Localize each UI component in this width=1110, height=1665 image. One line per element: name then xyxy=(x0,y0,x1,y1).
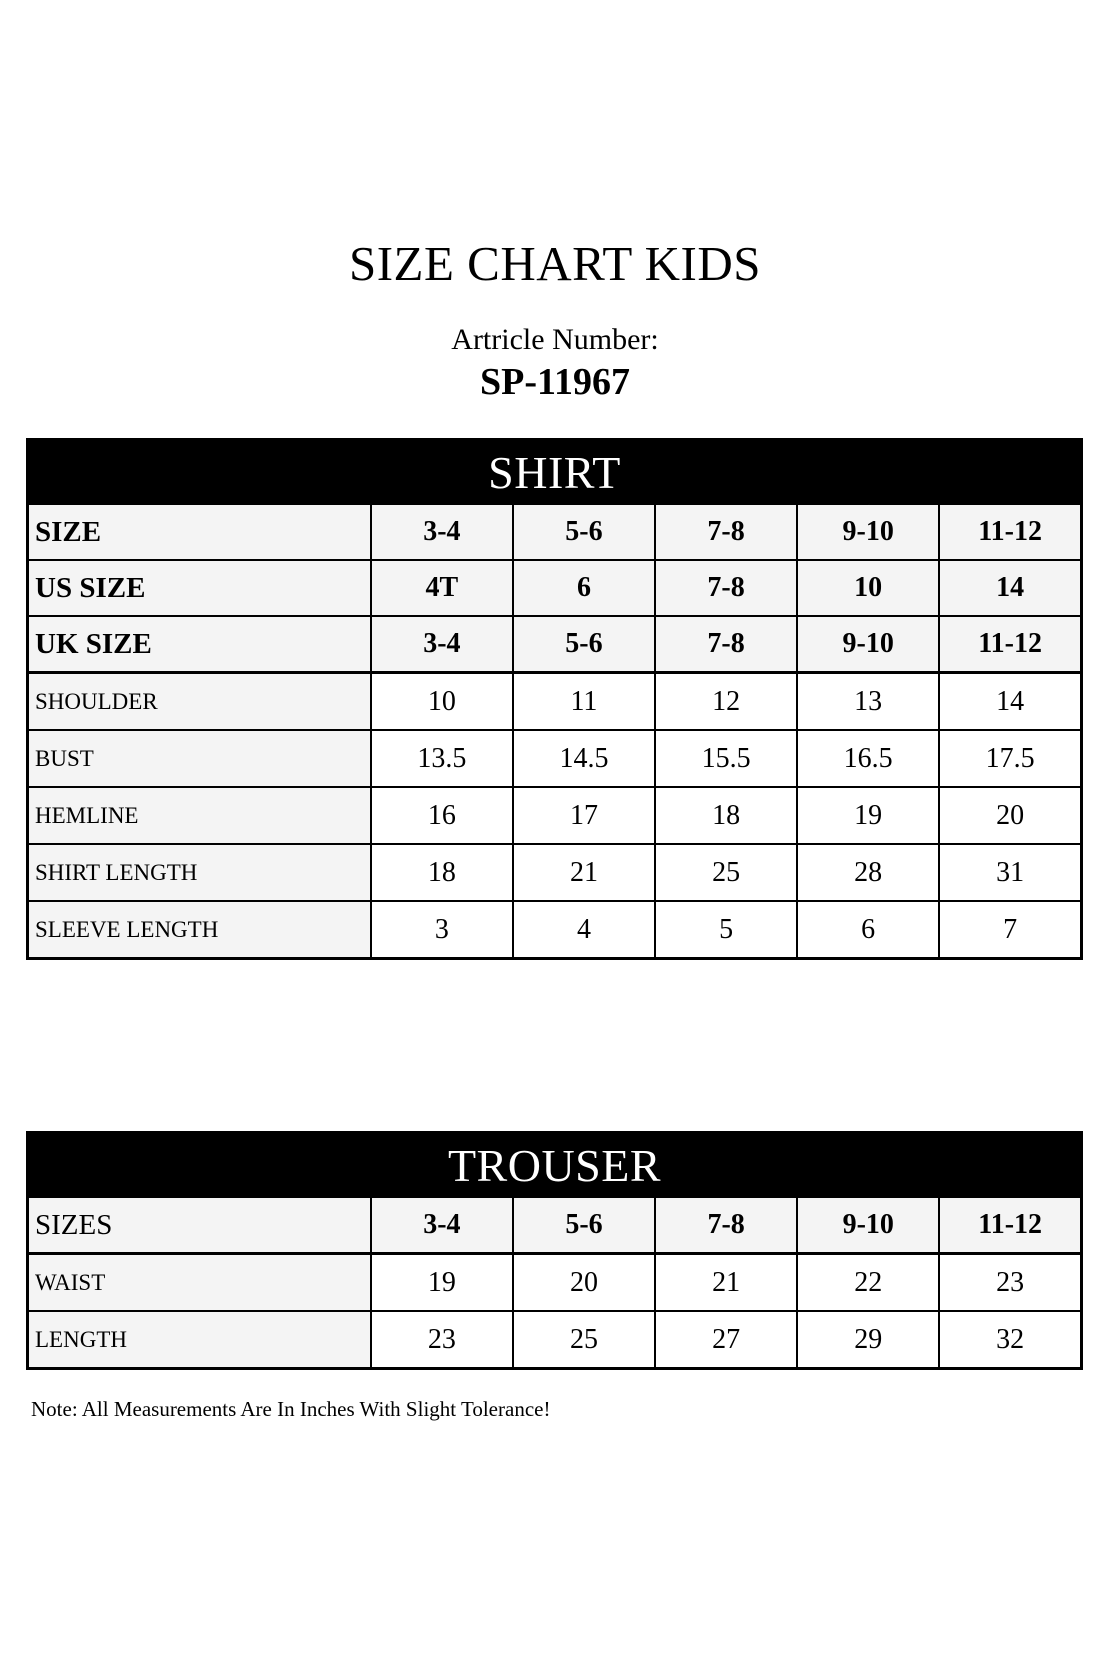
size-cell: 3-4 xyxy=(371,616,513,673)
size-cell: 11-12 xyxy=(939,616,1081,673)
measurement-cell: 19 xyxy=(371,1254,513,1312)
measurement-cell: 22 xyxy=(797,1254,939,1312)
size-cell: 11-12 xyxy=(939,1197,1081,1254)
size-cell: 7-8 xyxy=(655,1197,797,1254)
measurement-cell: 23 xyxy=(371,1311,513,1369)
shirt-row-sleeve-length xyxy=(28,901,1082,959)
measurement-cell: 10 xyxy=(371,673,513,731)
shirt-header-row-uk-size xyxy=(28,616,1082,673)
size-cell: 5-6 xyxy=(513,1197,655,1254)
measurement-cell: 25 xyxy=(513,1311,655,1369)
shirt-size-table xyxy=(26,438,1083,960)
size-cell: 5-6 xyxy=(513,504,655,560)
measurement-cell: 11 xyxy=(513,673,655,731)
article-number-label: Artricle Number: xyxy=(451,323,659,356)
row-label: BUST xyxy=(28,730,371,787)
row-label: UK SIZE xyxy=(28,616,371,673)
measurement-cell: 14.5 xyxy=(513,730,655,787)
row-label: SHIRT LENGTH xyxy=(28,844,371,901)
size-cell: 10 xyxy=(797,560,939,616)
row-label: LENGTH xyxy=(28,1311,371,1369)
trouser-header-row-sizes xyxy=(28,1197,1082,1254)
page-title: SIZE CHART KIDS xyxy=(348,236,761,291)
measurement-cell: 31 xyxy=(939,844,1081,901)
size-cell: 11-12 xyxy=(939,504,1081,560)
shirt-row-shirt-length xyxy=(28,844,1082,901)
measurement-cell: 5 xyxy=(655,901,797,959)
shirt-row-bust xyxy=(28,730,1082,787)
measurement-cell: 17 xyxy=(513,787,655,844)
measurement-cell: 3 xyxy=(371,901,513,959)
trouser-size-table xyxy=(26,1131,1083,1370)
size-cell: 7-8 xyxy=(655,616,797,673)
shirt-table-heading: SHIRT xyxy=(28,440,1082,505)
shirt-row-shoulder xyxy=(28,673,1082,731)
measurement-cell: 27 xyxy=(655,1311,797,1369)
row-label: SHOULDER xyxy=(28,673,371,731)
measurement-cell: 16.5 xyxy=(797,730,939,787)
size-cell: 14 xyxy=(939,560,1081,616)
measurement-note: Note: All Measurements Are In Inches With Slight Tolerance! xyxy=(31,1397,551,1421)
measurement-cell: 25 xyxy=(655,844,797,901)
measurement-cell: 19 xyxy=(797,787,939,844)
size-cell: 7-8 xyxy=(655,560,797,616)
shirt-header-row-us-size xyxy=(28,560,1082,616)
trouser-table-heading: TROUSER xyxy=(28,1133,1082,1198)
measurement-cell: 18 xyxy=(655,787,797,844)
measurement-cell: 17.5 xyxy=(939,730,1081,787)
size-cell: 4T xyxy=(371,560,513,616)
measurement-cell: 29 xyxy=(797,1311,939,1369)
shirt-row-hemline xyxy=(28,787,1082,844)
trouser-row-waist xyxy=(28,1254,1082,1312)
shirt-header-row-size xyxy=(28,504,1082,560)
measurement-cell: 13.5 xyxy=(371,730,513,787)
size-cell: 3-4 xyxy=(371,504,513,560)
size-cell: 5-6 xyxy=(513,616,655,673)
measurement-cell: 15.5 xyxy=(655,730,797,787)
measurement-cell: 14 xyxy=(939,673,1081,731)
measurement-cell: 6 xyxy=(797,901,939,959)
measurement-cell: 20 xyxy=(513,1254,655,1312)
measurement-cell: 21 xyxy=(513,844,655,901)
measurement-cell: 4 xyxy=(513,901,655,959)
measurement-cell: 20 xyxy=(939,787,1081,844)
row-label: WAIST xyxy=(28,1254,371,1312)
measurement-cell: 13 xyxy=(797,673,939,731)
size-cell: 9-10 xyxy=(797,504,939,560)
row-label: US SIZE xyxy=(28,560,371,616)
measurement-cell: 12 xyxy=(655,673,797,731)
row-label: SIZES xyxy=(28,1197,371,1254)
measurement-cell: 28 xyxy=(797,844,939,901)
row-label: SIZE xyxy=(28,504,371,560)
size-cell: 9-10 xyxy=(797,1197,939,1254)
row-label: SLEEVE LENGTH xyxy=(28,901,371,959)
size-cell: 7-8 xyxy=(655,504,797,560)
size-cell: 9-10 xyxy=(797,616,939,673)
size-cell: 6 xyxy=(513,560,655,616)
row-label: HEMLINE xyxy=(28,787,371,844)
measurement-cell: 16 xyxy=(371,787,513,844)
measurement-cell: 32 xyxy=(939,1311,1081,1369)
measurement-cell: 23 xyxy=(939,1254,1081,1312)
measurement-cell: 21 xyxy=(655,1254,797,1312)
article-number-value: SP-11967 xyxy=(480,361,630,403)
trouser-row-length xyxy=(28,1311,1082,1369)
measurement-cell: 7 xyxy=(939,901,1081,959)
measurement-cell: 18 xyxy=(371,844,513,901)
size-cell: 3-4 xyxy=(371,1197,513,1254)
